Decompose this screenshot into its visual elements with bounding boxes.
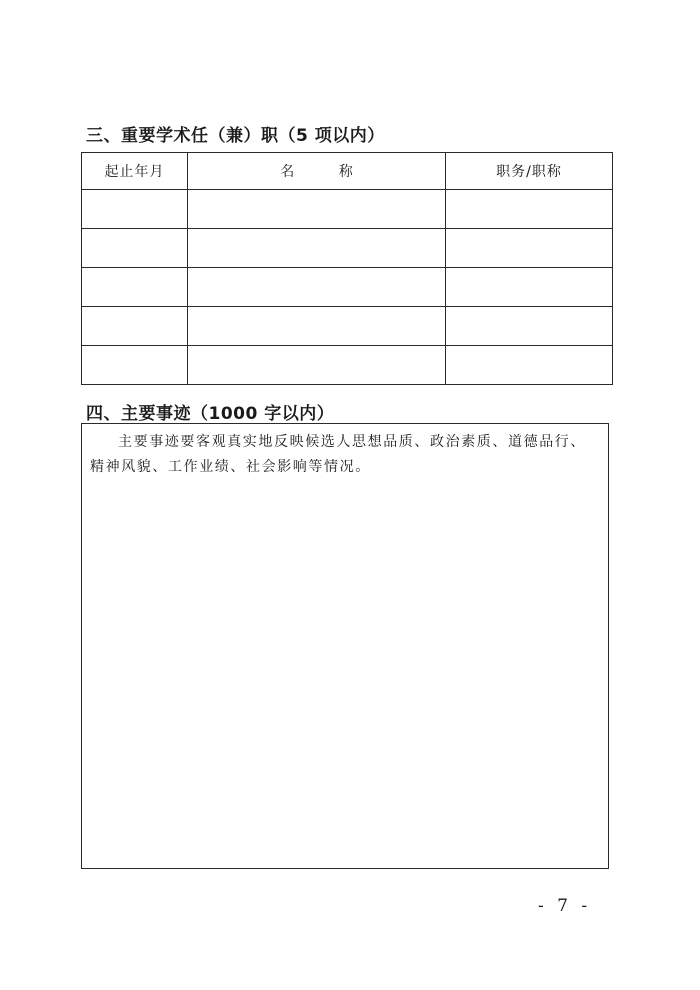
column-header-name: 名 称 (188, 153, 446, 190)
cell-period[interactable] (82, 268, 188, 307)
table-row (82, 307, 613, 346)
academic-positions-table (81, 152, 613, 385)
main-deeds-box[interactable] (81, 423, 609, 869)
column-header-period: 起止年月 (82, 153, 188, 190)
table-row (82, 229, 613, 268)
cell-title[interactable] (446, 190, 613, 229)
table-header-row (82, 153, 613, 190)
main-deeds-instructions: 主要事迹要客观真实地反映候选人思想品质、政治素质、道德品行、精神风貌、工作业绩、社会影响等情况。 (90, 434, 586, 475)
section-3-heading: 三、重要学术任（兼）职（5 项以内） (86, 126, 385, 146)
cell-title[interactable] (446, 268, 613, 307)
table-row (82, 268, 613, 307)
cell-name[interactable] (188, 190, 446, 229)
cell-period[interactable] (82, 307, 188, 346)
cell-period[interactable] (82, 229, 188, 268)
cell-period[interactable] (82, 346, 188, 385)
cell-name[interactable] (188, 346, 446, 385)
cell-period[interactable] (82, 190, 188, 229)
column-header-title: 职务/职称 (446, 153, 613, 190)
table-row (82, 346, 613, 385)
section-4-heading: 四、主要事迹（1000 字以内） (86, 404, 335, 424)
cell-title[interactable] (446, 346, 613, 385)
table-row (82, 190, 613, 229)
cell-name[interactable] (188, 229, 446, 268)
cell-name[interactable] (188, 268, 446, 307)
cell-title[interactable] (446, 229, 613, 268)
page-number: - 7 - (538, 896, 592, 916)
cell-name[interactable] (188, 307, 446, 346)
cell-title[interactable] (446, 307, 613, 346)
